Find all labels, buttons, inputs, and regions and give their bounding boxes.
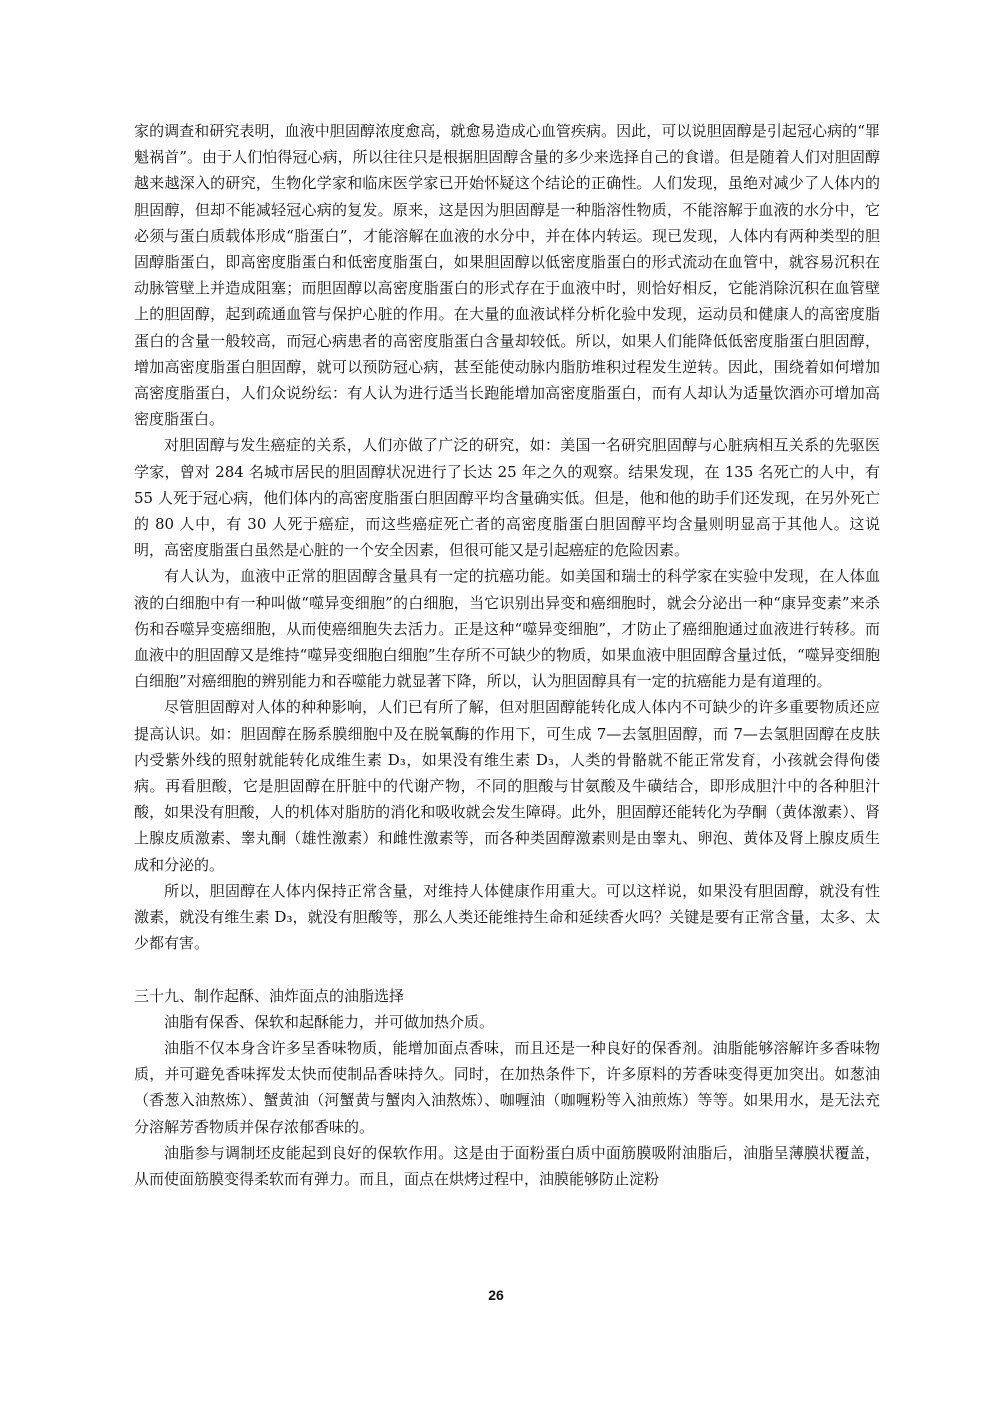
body-paragraph: 有人认为，血液中正常的胆固醇含量具有一定的抗癌功能。如美国和瑞士的科学家在实验中发现，在人体血液的白细胞中有一种叫做“噬异变细胞”的白细胞，当它识别出异变和癌细胞时，就会分泌出一种“康异变素”来杀伤和吞噬异变癌细胞，从而使癌细胞失去活力。正是这种“噬异变细胞”，才防止了癌细胞通过血液进行转移。而血液中的胆固醇又是维持“噬异变细胞白细胞”生存所不可缺少的物质，如果血液中胆固醇含量过低，“噬异变细胞白细胞”对癌细胞的辨别能力和吞噬能力就显著下降，所以，认为胆固醇具有一定的抗癌能力是有道理的。 xyxy=(134,567,880,691)
body-paragraph: 油脂有保香、保软和起酥能力，并可做加热介质。 xyxy=(164,1012,495,1031)
body-paragraph: 尽管胆固醇对人体的种种影响，人们已有所了解，但对胆固醇能转化成人体内不可缺少的许多重要物质还应提高认识。如：胆固醇在肠系膜细胞中及在脱氧酶的作用下，可生成 7—去氢胆固醇，而 7—去氢胆固醇在皮肤内受紫外线的照射就能转化成维生素 D₃，如果没有维生素 D₃，人类的骨骼就不能正常发育，小孩就会得佝偻病。再看胆酸，它是胆固醇在肝脏中的代谢产物，不同的胆酸与甘氨酸及牛磺结合，即形成胆汁中的各种胆汁酸，如果没有胆酸，人的机体对脂肪的消化和吸收就会发生障碍。此外，胆固醇还能转化为孕酮（黄体激素）、肾上腺皮质激素、睾丸酮（雄性激素）和雌性激素等，而各种类固醇激素则是由睾丸、卵泡、黄体及肾上腺皮质生成和分泌的。 xyxy=(134,698,880,874)
document-body xyxy=(134,118,880,1192)
body-paragraph: 油脂参与调制坯皮能起到良好的保软作用。这是由于面粉蛋白质中面筋膜吸附油脂后，油脂呈薄膜状覆盖，从而使面筋膜变得柔软而有弹力。而且，面点在烘烤过程中，油膜能够防止淀粉 xyxy=(134,1143,880,1188)
body-paragraph: 所以，胆固醇在人体内保持正常含量，对维持人体健康作用重大。可以这样说，如果没有胆固醇，就没有性激素，就没有维生素 D₃，就没有胆酸等，那么人类还能维持生命和延续香火吗？关键是要有正常含量，太多、太少都有害。 xyxy=(134,881,880,953)
body-paragraph: 家的调查和研究表明，血液中胆固醇浓度愈高，就愈易造成心血管疾病。因此，可以说胆固醇是引起冠心病的“罪魁祸首”。由于人们怕得冠心病，所以往往只是根据胆固醇含量的多少来选择自己的食谱。但是随着人们对胆固醇越来越深入的研究，生物化学家和临床医学家已开始怀疑这个结论的正确性。人们发现，虽绝对减少了人体内的胆固醇，但却不能减轻冠心病的复发。原来，这是因为胆固醇是一种脂溶性物质，不能溶解于血液的水分中，它必须与蛋白质载体形成“脂蛋白”，才能溶解在血液的水分中，并在体内转运。现已发现，人体内有两种类型的胆固醇脂蛋白，即高密度脂蛋白和低密度脂蛋白，如果胆固醇以低密度脂蛋白的形式流动在血管中，就容易沉积在动脉管壁上并造成阻塞；而胆固醇以高密度脂蛋白的形式存在于血液中时，则恰好相反，它能消除沉积在血管壁上的胆固醇，起到疏通血管与保护心脏的作用。在大量的血液试样分析化验中发现，运动员和健康人的高密度脂蛋白的含量一般较高，而冠心病患者的高密度脂蛋白含量却较低。所以，如果人们能降低低密度脂蛋白胆固醇，增加高密度脂蛋白胆固醇，就可以预防冠心病，甚至能使动脉内脂肪堆积过程发生逆转。因此，围绕着如何增加高密度脂蛋白，人们众说纷纭：有人认为进行适当长跑能增加高密度脂蛋白，而有人却认为适量饮酒亦可增加高密度脂蛋白。 xyxy=(134,122,880,429)
body-paragraph: 对胆固醇与发生癌症的关系，人们亦做了广泛的研究，如：美国一名研究胆固醇与心脏病相互关系的先驱医学家，曾对 284 名城市居民的胆固醇状况进行了长达 25 年之久的观察。结果发现，在 135 名死亡的人中，有 55 人死于冠心病，他们体内的高密度脂蛋白胆固醇平均含量确实低。但是，他和他的助手们还发现，在另外死亡的 80 人中，有 30 人死于癌症，而这些癌症死亡者的高密度脂蛋白胆固醇平均含量则明显高于其他人。这说明，高密度脂蛋白虽然是心脏的一个安全因素，但很可能又是引起癌症的危险因素。 xyxy=(134,436,880,560)
section-heading: 三十九、制作起酥、油炸面点的油脂选择 xyxy=(134,986,405,1005)
page-number: 26 xyxy=(488,1287,504,1303)
body-paragraph: 油脂不仅本身含许多呈香味物质，能增加面点香味，而且还是一种良好的保香剂。油脂能够溶解许多香味物质，并可避免香味挥发太快而使制品香味持久。同时，在加热条件下，许多原料的芳香味变得更加突出。如葱油（香葱入油熬炼）、蟹黄油（河蟹黄与蟹肉入油熬炼）、咖喱油（咖喱粉等入油煎炼）等等。如果用水，是无法充分溶解芳香物质并保存浓郁香味的。 xyxy=(134,1038,880,1136)
